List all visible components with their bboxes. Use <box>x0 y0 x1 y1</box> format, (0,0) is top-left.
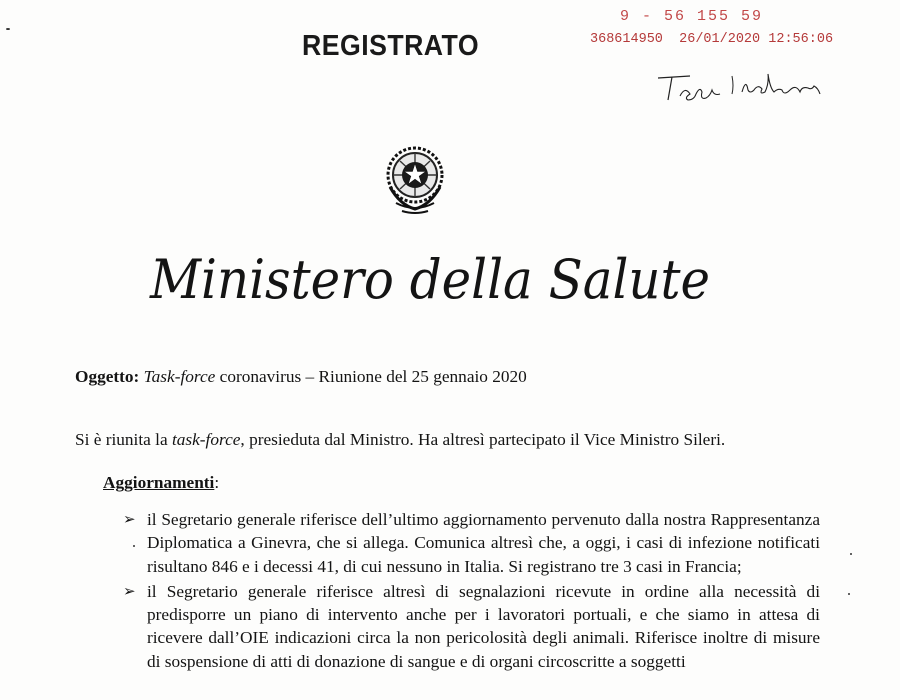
protocol-number: 368614950 <box>590 32 663 47</box>
subject-italic: Task-force <box>143 367 216 386</box>
updates-list <box>120 508 820 675</box>
subject-label: Oggetto: <box>75 367 140 386</box>
registered-stamp: REGISTRATO <box>302 30 480 62</box>
intro-suffix: , presieduta dal Ministro. Ha altresì partecipato il Vice Ministro Sileri. <box>240 430 726 449</box>
ministry-title <box>140 240 720 320</box>
arrow-bullet-icon: ➢ <box>123 581 136 600</box>
scan-speck <box>848 593 850 595</box>
section-heading-colon: : <box>214 473 220 492</box>
handwritten-protocol-code: 9 - 56 155 59 <box>620 8 764 25</box>
section-heading-text: Aggiornamenti <box>103 473 215 492</box>
list-item <box>120 508 820 578</box>
intro-italic: task-force <box>171 430 241 449</box>
subject-line <box>75 365 527 388</box>
arrow-bullet-icon: ➢ <box>123 510 136 528</box>
repubblica-italiana-emblem <box>380 137 450 217</box>
intro-prefix: Si è riunita la <box>75 430 172 449</box>
protocol-stamp <box>590 32 833 47</box>
list-item <box>120 580 820 673</box>
subject-text: coronavirus – Riunione del 25 gennaio 2020 <box>215 367 527 386</box>
handwritten-signature <box>650 62 850 112</box>
scan-speck <box>6 28 10 30</box>
ministry-title-text: Ministero della Salute <box>149 248 710 311</box>
list-item-text: il Segretario generale riferisce dell’ultimo aggiornamento pervenuto dalla nostra Rappresentanza Diplomatica a Ginevra, che si allega. Comunica altresì che, a oggi, i casi di infezione notificati risultano 846 e i decessi 41, di cui nessuno in Italia. Si registrano tre 3 casi in Francia; <box>147 510 820 576</box>
protocol-datetime: 26/01/2020 12:56:06 <box>679 32 834 47</box>
intro-paragraph <box>75 428 725 451</box>
list-item-text: il Segretario generale riferisce altresì di segnalazioni ricevute in ordine alla necessità di predisporre un piano di intervento anche per i lavoratori portuali, e che siamo in attesa di ricevere dall’OIE indicazioni circa la non pericolosità degli animali. Riferisce inoltre di misure di sospensione di atti di donazione di sangue e di organi circoscritte a soggetti <box>147 581 820 671</box>
scan-speck <box>850 553 852 555</box>
section-heading <box>103 471 219 494</box>
